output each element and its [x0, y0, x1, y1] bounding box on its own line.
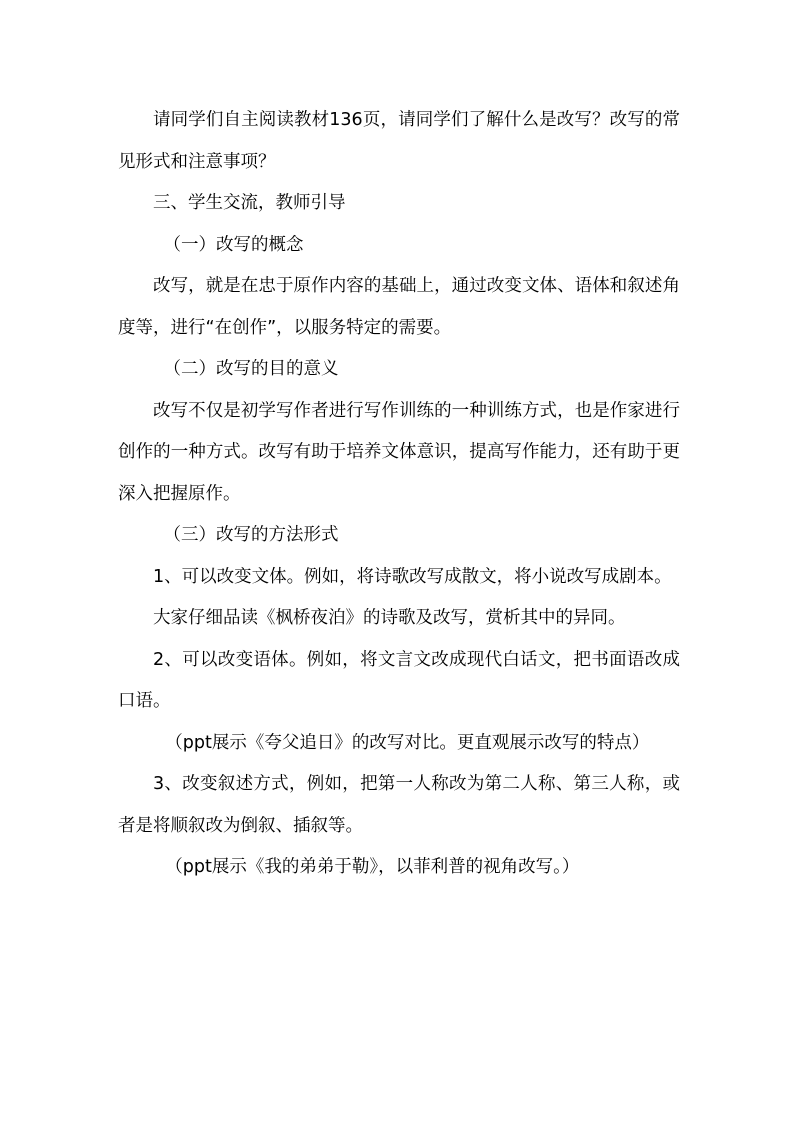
document-body	[118, 100, 680, 889]
subheading-methods: （三）改写的方法形式	[163, 525, 339, 545]
paragraph-method-1: 1、可以改变文体。例如，将诗歌改写成散文，将小说改写成剧本。	[153, 566, 672, 587]
section-heading-3: 三、学生交流，教师引导	[153, 193, 346, 213]
subheading-purpose: （二）改写的目的意义	[163, 359, 339, 379]
subheading-concept: （一）改写的概念	[163, 234, 304, 255]
paragraph-purpose: 改写不仅是初学写作者进行写作训练的一种训练方式，也是作家进行创作的一种方式。改写有助于培养文体意识，提高写作能力，还有助于更深入把握原作。	[118, 400, 680, 504]
paragraph-ppt-2: （ppt展示《我的弟弟于勒》，以菲利普的视角改写。）	[165, 857, 580, 877]
paragraph-example-1: 大家仔细品读《枫桥夜泊》的诗歌及改写，赏析其中的异同。	[153, 608, 626, 628]
paragraph-concept: 改写，就是在忠于原作内容的基础上，通过改变文体、语体和叙述角度等，进行“在创作”，以服务特定的需要。	[118, 276, 680, 338]
paragraph-ppt-1: （ppt展示《夸父追日》的改写对比。更直观展示改写的特点）	[165, 732, 650, 753]
paragraph-method-3: 3、改变叙述方式，例如，把第一人称改为第二人称、第三人称，或者是将顺叙改为倒叙、插叙等。	[118, 774, 680, 836]
paragraph-intro: 请同学们自主阅读教材136页，请同学们了解什么是改写？改写的常见形式和注意事项？	[118, 110, 680, 172]
paragraph-method-2: 2、可以改变语体。例如，将文言文改成现代白话文，把书面语改成口语。	[118, 649, 680, 711]
